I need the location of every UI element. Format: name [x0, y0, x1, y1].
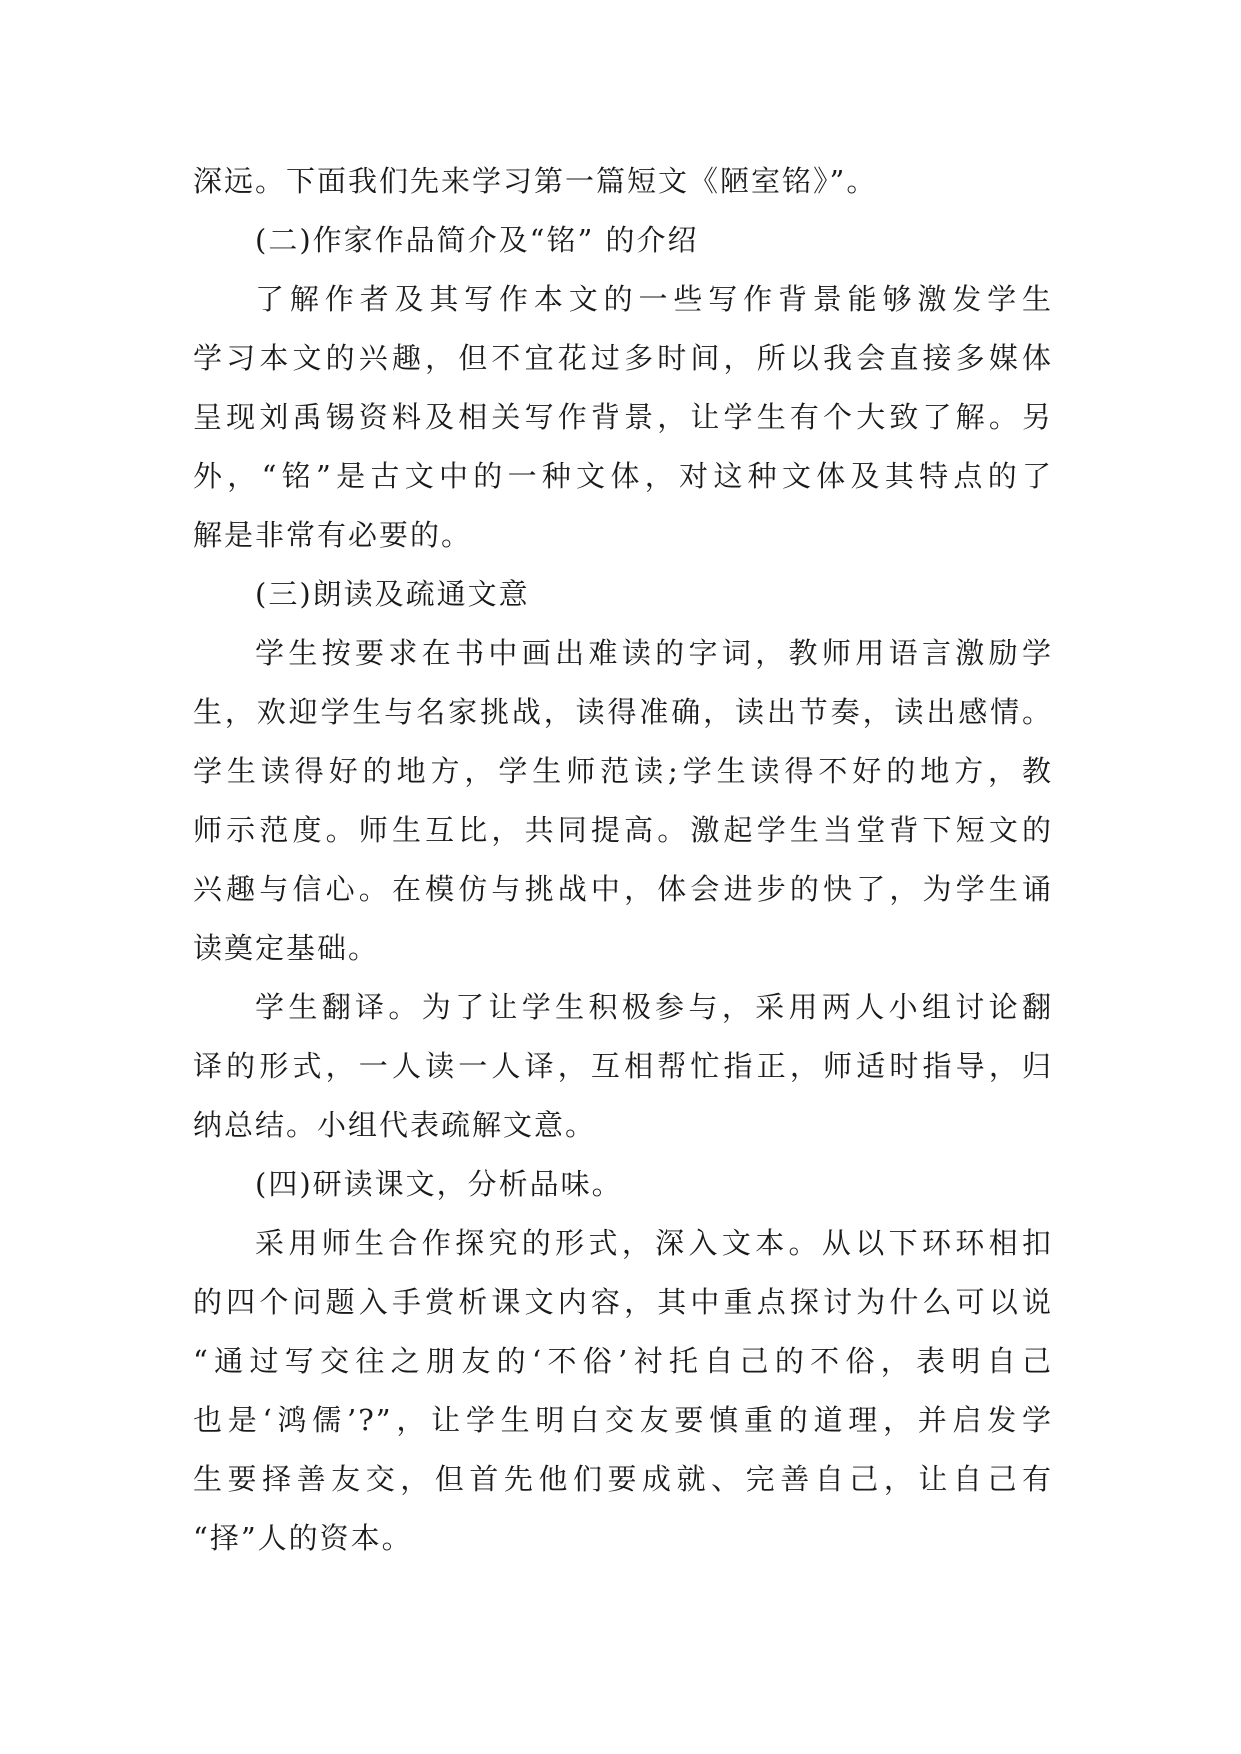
- text-line: 译的形式，一人读一人译，互相帮忙指正，师适时指导，归: [193, 1049, 1053, 1083]
- text-line: 纳总结。小组代表疏解文意。: [193, 1108, 597, 1142]
- section-heading-2: (二)作家作品简介及“铭” 的介绍: [255, 223, 699, 257]
- text-line: 学生按要求在书中画出难读的字词，教师用语言激励学: [255, 636, 1053, 670]
- text-line: 师示范度。师生互比，共同提高。激起学生当堂背下短文的: [193, 813, 1053, 847]
- text-line: 生，欢迎学生与名家挑战，读得准确，读出节奏，读出感情。: [193, 695, 1053, 729]
- text-line: 生要择善友交，但首先他们要成就、完善自己，让自己有: [193, 1462, 1053, 1496]
- text-line: 读奠定基础。: [193, 931, 380, 965]
- text-line: 兴趣与信心。在模仿与挑战中，体会进步的快了，为学生诵: [193, 872, 1053, 906]
- text-line: 学习本文的兴趣，但不宜花过多时间，所以我会直接多媒体: [193, 341, 1053, 375]
- text-line: “择”人的资本。: [193, 1521, 413, 1555]
- text-line: 学生翻译。为了让学生积极参与，采用两人小组讨论翻: [255, 990, 1053, 1024]
- section-heading-4: (四)研读课文，分析品味。: [255, 1167, 623, 1201]
- text-line: 深远。下面我们先来学习第一篇短文《陋室铭》”。: [193, 164, 878, 198]
- document-body: [193, 152, 1053, 1568]
- text-line: 采用师生合作探究的形式，深入文本。从以下环环相扣: [255, 1226, 1053, 1260]
- text-line: 外，“铭”是古文中的一种文体，对这种文体及其特点的了: [193, 459, 1053, 493]
- text-line: “通过写交往之朋友的‘不俗’衬托自己的不俗，表明自己: [193, 1344, 1053, 1378]
- text-line: 解是非常有必要的。: [193, 518, 473, 552]
- text-line: 学生读得好的地方，学生师范读;学生读得不好的地方，教: [193, 754, 1053, 788]
- text-line: 了解作者及其写作本文的一些写作背景能够激发学生: [255, 282, 1053, 316]
- text-line: 的四个问题入手赏析课文内容，其中重点探讨为什么可以说: [193, 1285, 1053, 1319]
- section-heading-3: (三)朗读及疏通文意: [255, 577, 530, 611]
- text-line: 也是‘鸿儒’?”，让学生明白交友要慎重的道理，并启发学: [193, 1403, 1053, 1437]
- text-line: 呈现刘禹锡资料及相关写作背景，让学生有个大致了解。另: [193, 400, 1053, 434]
